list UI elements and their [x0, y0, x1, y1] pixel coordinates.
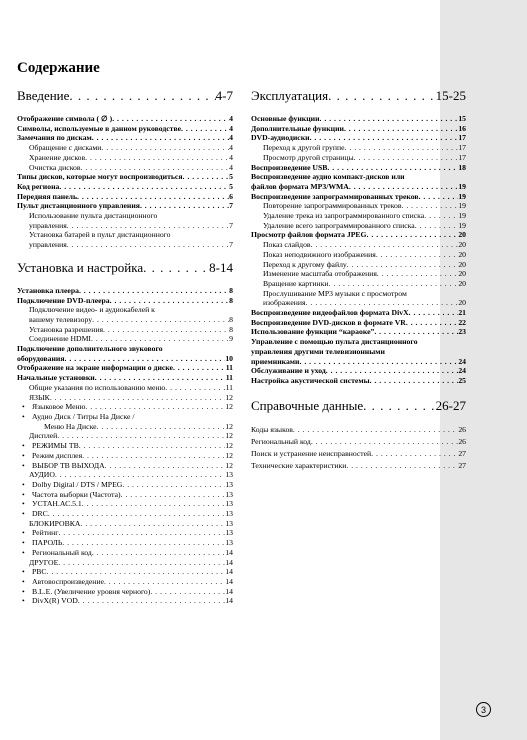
toc-entry[interactable]: ЯЗЫК . . . 12: [17, 393, 233, 403]
toc-entry[interactable]: Код региона . . . 5: [17, 182, 233, 192]
toc-entry[interactable]: Обращение с дисками . . . 4: [17, 143, 233, 153]
toc-entry[interactable]: • ВЫБОР ТВ ВЫХОДА . . . 12: [17, 461, 233, 471]
toc-entry[interactable]: • Автовоспроизведение . . . 14: [17, 577, 233, 587]
toc-entry[interactable]: Очистка дисков . . . 4: [17, 163, 233, 173]
toc-entry[interactable]: оборудования . . . 10: [17, 354, 233, 364]
toc-entry[interactable]: Технические характеристики . . . 27: [251, 460, 466, 472]
toc-entry[interactable]: файлов формата MP3/WMA . . . 19: [251, 182, 466, 192]
toc-entry[interactable]: приемниками . . . 24: [251, 357, 466, 367]
toc-entry[interactable]: вашему телевизору . . . 8: [17, 315, 233, 325]
toc-entry[interactable]: Соединение HDMI . . . 9: [17, 334, 233, 344]
toc-entry[interactable]: Использование функции “караоке” . . . 23: [251, 327, 466, 337]
toc-section-reference[interactable]: [251, 398, 466, 414]
toc-entry-line[interactable]: • Аудио Диск / Титры На Диске /: [17, 412, 233, 422]
toc-entry[interactable]: Установка разрешения . . . 8: [17, 325, 233, 335]
toc-entry[interactable]: Изменение масштаба отображения . . . 20: [251, 269, 466, 279]
toc-section-operation[interactable]: [251, 88, 466, 104]
toc-entry[interactable]: • DRC . . . 13: [17, 509, 233, 519]
toc-entry-line[interactable]: Подключение видео- и аудиокабелей к: [29, 305, 155, 315]
toc-entry[interactable]: Региональный код . . . 26: [251, 436, 466, 448]
page-number-badge: 3: [476, 702, 491, 717]
toc-entry[interactable]: Основные функции . . . 15: [251, 114, 466, 124]
page-title: Содержание: [17, 60, 100, 76]
toc-entry[interactable]: • Языковое Меню . . . 12: [17, 402, 233, 412]
toc-entry[interactable]: Подключение DVD-плеера . . . 8: [17, 296, 233, 306]
toc-entry[interactable]: Отображение символа ( ∅ ) . . . 4: [17, 114, 233, 124]
toc-entry[interactable]: управления . . . 7: [17, 240, 233, 250]
toc-entry[interactable]: Удаление трека из запрограммированного списка . . . 19: [251, 211, 466, 221]
toc-entry[interactable]: Типы дисков, которые могут воспроизводиться . . . 5: [17, 172, 233, 182]
section-pages: 15-25: [435, 88, 466, 103]
section-title: Установка и настройка: [17, 259, 144, 275]
toc-entry[interactable]: управления . . . 7: [17, 221, 233, 231]
toc-entry-line[interactable]: Использование пульта дистанционного: [29, 211, 158, 221]
toc-entry[interactable]: Передняя панель . . . 6: [17, 192, 233, 202]
toc-section-setup[interactable]: [17, 260, 233, 276]
toc-entry[interactable]: Воспроизведение USB . . . 18: [251, 163, 466, 173]
toc-entry-line[interactable]: Установка батарей в пульт дистанционного: [29, 230, 171, 240]
toc-entry[interactable]: АУДИО . . . 13: [17, 470, 233, 480]
section-pages: 8-14: [209, 259, 233, 275]
toc-entry-line[interactable]: Прослушивание MP3 музыки с просмотром: [263, 288, 407, 298]
toc-entry[interactable]: Просмотр другой страницы . . . 17: [251, 153, 466, 163]
toc-entry[interactable]: ДРУГОЕ . . . 14: [17, 558, 233, 568]
section-title: Введение: [17, 88, 70, 103]
toc-entry[interactable]: Показ неподвижного изображения . . . 20: [251, 250, 466, 260]
toc-left-column: [17, 88, 233, 606]
toc-section-introduction[interactable]: [17, 88, 233, 104]
toc-entry[interactable]: Воспроизведение видеофайлов формата DivX . . . 21: [251, 308, 466, 318]
section-title: Эксплуатация: [251, 88, 329, 103]
toc-entry[interactable]: изображения . . . 20: [251, 298, 466, 308]
toc-entry[interactable]: Замечания по дискам . . . 4: [17, 133, 233, 143]
toc-entry[interactable]: Настройка акустической системы . . . 25: [251, 376, 466, 386]
toc-entry[interactable]: Символы, используемые в данном руководстве . . . 4: [17, 124, 233, 134]
toc-entry[interactable]: • Рейтинг . . . 13: [17, 528, 233, 538]
toc-entry-line[interactable]: Воспроизведение аудио компакт-дисков или: [251, 172, 405, 182]
toc-entry[interactable]: Дисплей . . . 12: [17, 431, 233, 441]
toc-entry[interactable]: Поиск и устранение неисправностей . . . 27: [251, 448, 466, 460]
section-pages: 26-27: [435, 397, 466, 413]
toc-entry[interactable]: • Dolby Digital / DTS / MPEG . . . 13: [17, 480, 233, 490]
toc-entry[interactable]: • Режим дисплея . . . 12: [17, 451, 233, 461]
toc-entry[interactable]: Вращение картинки . . . 20: [251, 279, 466, 289]
toc-entry[interactable]: Переход к другому файлу . . . 20: [251, 260, 466, 270]
toc-entry[interactable]: Удаление всего запрограммированного списка . . . 19: [251, 221, 466, 231]
toc-entry[interactable]: • ПАРОЛЬ . . . 13: [17, 538, 233, 548]
section-title: Справочные данные: [251, 397, 364, 413]
toc-entry[interactable]: Дополнительные функции . . . 16: [251, 124, 466, 134]
toc-entry[interactable]: Хранение дисков . . . 4: [17, 153, 233, 163]
toc-entry[interactable]: Повторение запрограммированных треков . . . 19: [251, 201, 466, 211]
toc-entry[interactable]: Показ слайдов . . . 20: [251, 240, 466, 250]
toc-entry[interactable]: Начальные установки . . . 11: [17, 373, 233, 383]
toc-entry[interactable]: • Региональный код . . . 14: [17, 548, 233, 558]
toc-entry-line[interactable]: управления другими телевизионными: [251, 346, 385, 356]
toc-entry[interactable]: Отображение на экране информации о диске . . . 11: [17, 363, 233, 373]
toc-entry[interactable]: Просмотр файлов формата JPEG . . . 20: [251, 230, 466, 240]
toc-entry[interactable]: • УСТАН.АС.5.1 . . . 13: [17, 499, 233, 509]
toc-entry[interactable]: • B.L.E. (Увеличение уровня черного) . . . 14: [17, 587, 233, 597]
toc-entry[interactable]: Меню На Диске . . . 12: [17, 422, 233, 432]
toc-right-column: [251, 88, 466, 472]
section-pages: 4-7: [215, 88, 233, 103]
toc-entry[interactable]: • РЕЖИМЫ ТВ . . . 12: [17, 441, 233, 451]
toc-entry[interactable]: Коды языков . . . 26: [251, 424, 466, 436]
toc-entry[interactable]: DVD-аудиодиски . . . 17: [251, 133, 466, 143]
toc-entry-line[interactable]: Управление с помощью пульта дистанционного: [251, 337, 418, 347]
toc-entry[interactable]: • Частота выборки (Частота) . . . 13: [17, 490, 233, 500]
toc-entry[interactable]: Общие указания по использованию меню . . . 11: [17, 383, 233, 393]
toc-entry[interactable]: • DivX(R) VOD . . . 14: [17, 596, 233, 606]
toc-entry[interactable]: БЛОКИРОВКА . . . 13: [17, 519, 233, 529]
toc-entry[interactable]: Воспроизведение запрограммированных треков . . . 19: [251, 192, 466, 202]
toc-entry[interactable]: Пульт дистанционного управления . . . 7: [17, 201, 233, 211]
toc-entry[interactable]: Установка плеера . . . 8: [17, 286, 233, 296]
toc-entry[interactable]: Обслуживание и уход . . . 24: [251, 366, 466, 376]
toc-entry[interactable]: Воспроизведение DVD-дисков в формате VR . . . 22: [251, 318, 466, 328]
toc-entry[interactable]: Переход к другой группе . . . 17: [251, 143, 466, 153]
toc-entry[interactable]: • PBC . . . 14: [17, 567, 233, 577]
toc-entry-line[interactable]: Подключение дополнительного звукового: [17, 344, 163, 354]
